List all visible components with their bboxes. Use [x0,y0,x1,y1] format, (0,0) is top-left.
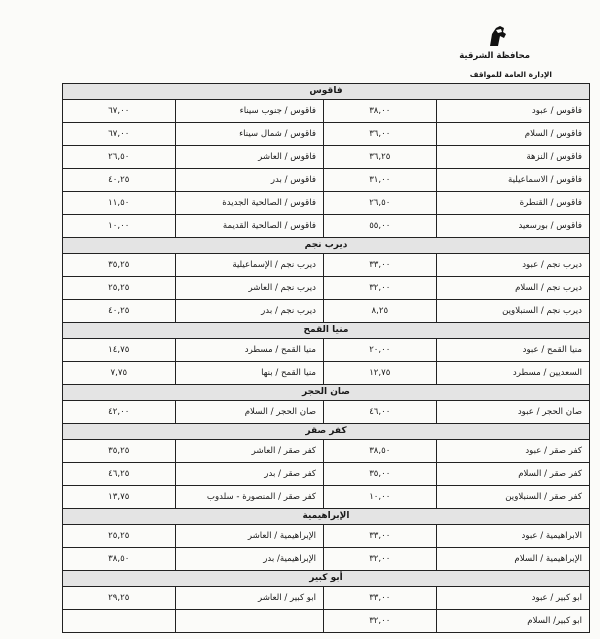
fare-b-cell: ٦٧,٠٠ [108,129,130,139]
table-row [62,254,590,277]
fare-a-cell: ٢٠,٠٠ [369,345,391,355]
fare-b-cell: ٤٠,٢٥ [108,175,130,185]
route-a-cell: صان الحجر / عبود [436,401,589,423]
fare-a-cell: ٣٨,٥٠ [369,446,391,456]
table-row [62,339,590,362]
route-b-cell: فاقوس / بدر [175,169,324,191]
route-a-cell: ابو كبير/ السلام [436,610,589,632]
fare-b-cell: ٤٠,٢٥ [108,306,130,316]
table-row [62,440,590,463]
route-a-cell: فاقوس / بورسعيد [436,215,589,237]
table-row [62,548,590,571]
fare-b-cell: ٢٥,٢٥ [108,283,130,293]
route-a-cell: ابو كبير / عبود [436,587,589,609]
section-header: منيا القمح [62,323,590,339]
route-b-cell: منيا القمح / بنها [175,362,324,384]
table-row [62,215,590,238]
fare-a-cell: ١٠,٠٠ [369,492,391,502]
section-header: أبو كبير [62,571,590,587]
table-row [62,525,590,548]
route-a-cell: الإبراهيمية / السلام [436,548,589,570]
fare-a-cell: ٥٥,٠٠ [369,221,391,231]
section-header: فاقوس [62,84,590,100]
table-row [62,146,590,169]
table-row [62,362,590,385]
fare-a-cell: ٣٦,٠٠ [369,129,391,139]
route-b-cell: فاقوس / الصالحية الجديدة [175,192,324,214]
route-a-cell: فاقوس / السلام [436,123,589,145]
table-row [62,401,590,424]
fare-a-cell: ١٢,٧٥ [369,368,391,378]
fare-a-cell: ٣٢,٠٠ [369,616,391,626]
governorate-name: محافظة الشرقية [459,51,530,61]
route-b-cell: ديرب نجم / الإسماعيلية [175,254,324,276]
table-row [62,463,590,486]
route-a-cell: فاقوس / القنطرة [436,192,589,214]
table-row [62,277,590,300]
table-row [62,169,590,192]
route-a-cell: ديرب نجم / عبود [436,254,589,276]
fare-table [62,83,590,633]
fare-a-cell: ٣٥,٠٠ [369,469,391,479]
table-row [62,486,590,509]
fare-b-cell: ٣٥,٢٥ [108,260,130,270]
route-b-cell: فاقوس / العاشر [175,146,324,168]
fare-a-cell: ٣٣,٠٠ [369,531,391,541]
route-a-cell: السعديين / مسطرد [436,362,589,384]
fare-b-cell: ١٠,٠٠ [108,221,130,231]
route-b-cell: الإبراهيمية/ بدر [175,548,324,570]
fare-a-cell: ٨,٢٥ [371,306,389,316]
route-a-cell: فاقوس / عبود [436,100,589,122]
fare-a-cell: ٤٦,٠٠ [369,407,391,417]
section-header: كفر صقر [62,424,590,440]
route-b-cell [175,610,324,632]
route-b-cell: ديرب نجم / العاشر [175,277,324,299]
route-a-cell: فاقوس / النزهة [436,146,589,168]
route-b-cell: الإبراهيمية / العاشر [175,525,324,547]
table-row [62,300,590,323]
table-row [62,587,590,610]
route-a-cell: كفر صقر / السنبلاوين [436,486,589,508]
fare-a-cell: ٣٦,٢٥ [369,152,391,162]
route-b-cell: كفر صقر / بدر [175,463,324,485]
fare-b-cell: ٤٦,٢٥ [108,469,130,479]
fare-b-cell: ٤٢,٠٠ [108,407,130,417]
document-header [0,0,600,88]
fare-b-cell [63,610,175,632]
fare-b-cell: ٦٧,٠٠ [108,106,130,116]
route-b-cell: منيا القمح / مسطرد [175,339,324,361]
governorate-logo-icon [484,22,512,50]
fare-b-cell: ٢٥,٢٥ [108,531,130,541]
department-name: الإدارة العامة للمواقف [469,70,552,79]
fare-b-cell: ٢٦,٥٠ [108,152,130,162]
fare-a-cell: ٣٨,٠٠ [369,106,391,116]
section-header: صان الحجر [62,385,590,401]
route-a-cell: كفر صقر / عبود [436,440,589,462]
fare-a-cell: ٣٢,٠٠ [369,283,391,293]
route-b-cell: فاقوس / جنوب سيناء [175,100,324,122]
route-b-cell: فاقوس / الصالحية القديمة [175,215,324,237]
fare-b-cell: ٣٨,٥٠ [108,554,130,564]
table-row [62,192,590,215]
fare-a-cell: ٣٢,٠٠ [369,554,391,564]
route-a-cell: ديرب نجم / السنبلاوين [436,300,589,322]
table-row [62,100,590,123]
fare-b-cell: ٢٩,٢٥ [108,593,130,603]
section-header: ديرب نجم [62,238,590,254]
table-row [62,610,590,633]
table-row [62,123,590,146]
route-a-cell: فاقوس / الاسماعيلية [436,169,589,191]
section-header: الإبراهيمية [62,509,590,525]
route-a-cell: كفر صقر / السلام [436,463,589,485]
route-a-cell: ديرب نجم / السلام [436,277,589,299]
route-a-cell: الابراهيمية / عبود [436,525,589,547]
fare-a-cell: ٢٦,٥٠ [369,198,391,208]
route-b-cell: كفر صقر / العاشر [175,440,324,462]
fare-b-cell: ١٤,٧٥ [108,345,130,355]
route-b-cell: فاقوس / شمال سيناء [175,123,324,145]
fare-b-cell: ٧,٧٥ [110,368,128,378]
fare-b-cell: ٣٥,٢٥ [108,446,130,456]
fare-b-cell: ١١,٥٠ [108,198,130,208]
route-b-cell: ديرب نجم / بدر [175,300,324,322]
fare-b-cell: ١٣,٧٥ [108,492,130,502]
fare-a-cell: ٣٣,٠٠ [369,593,391,603]
route-b-cell: ابو كبير / العاشر [175,587,324,609]
route-b-cell: كفر صقر / المنصورة - سلدوب [175,486,324,508]
route-b-cell: صان الحجر / السلام [175,401,324,423]
fare-a-cell: ٣١,٠٠ [369,175,391,185]
route-a-cell: منيا القمح / عبود [436,339,589,361]
fare-a-cell: ٣٣,٠٠ [369,260,391,270]
